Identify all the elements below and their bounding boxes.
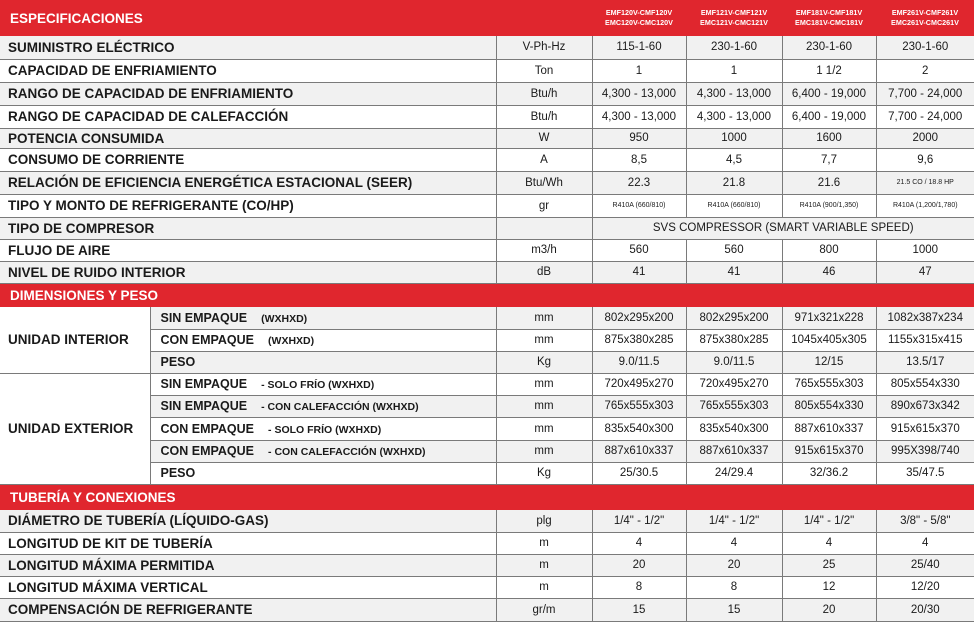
value-cell: 13.5/17 <box>876 351 974 373</box>
value-cell: R410A (660/810) <box>592 194 686 217</box>
value-cell: 1000 <box>876 239 974 261</box>
spec-row <box>0 128 974 148</box>
unit-cell: W <box>496 128 592 148</box>
value-cell: 12/15 <box>782 351 876 373</box>
model-code: EMC261V-CMC261V <box>891 18 959 27</box>
value-cell: 887x610x337 <box>686 440 782 462</box>
value-cell: 887x610x337 <box>592 440 686 462</box>
value-cell: 6,400 - 19,000 <box>782 105 876 128</box>
spec-row <box>0 82 974 105</box>
value-cell: 765x555x303 <box>782 373 876 395</box>
spec-row <box>0 148 974 171</box>
value-cell: R410A (1,200/1,780) <box>876 194 974 217</box>
value-cell: 7,700 - 24,000 <box>876 105 974 128</box>
value-cell: 21.8 <box>686 171 782 194</box>
dimension-main: CON EMPAQUE <box>160 444 255 458</box>
spec-row <box>0 239 974 261</box>
value-cell: 4,5 <box>686 148 782 171</box>
unit-cell: mm <box>496 440 592 462</box>
value-cell: 1 1/2 <box>782 59 876 82</box>
unit-cell: Kg <box>496 351 592 373</box>
unit-cell: Ton <box>496 59 592 82</box>
value-cell: 1600 <box>782 128 876 148</box>
value-cell: 20 <box>686 554 782 576</box>
value-cell: 950 <box>592 128 686 148</box>
header-row <box>0 0 974 36</box>
unit-cell: mm <box>496 395 592 417</box>
dimension-main: SIN EMPAQUE <box>160 310 248 325</box>
unit-cell: gr/m <box>496 598 592 621</box>
value-cell: 24/29.4 <box>686 462 782 484</box>
unit-cell: plg <box>496 510 592 532</box>
piping-row <box>0 532 974 554</box>
value-cell: 4 <box>876 532 974 554</box>
value-cell: 230-1-60 <box>876 36 974 59</box>
spec-row <box>0 36 974 59</box>
value-cell: 3/8" - 5/8" <box>876 510 974 532</box>
value-cell: 230-1-60 <box>782 36 876 59</box>
dimension-label <box>150 395 496 417</box>
unit-cell: mm <box>496 329 592 351</box>
value-cell: 4,300 - 13,000 <box>592 105 686 128</box>
unit-cell: m3/h <box>496 239 592 261</box>
value-cell: 1/4" - 1/2" <box>592 510 686 532</box>
spec-label: NIVEL DE RUIDO INTERIOR <box>0 261 496 283</box>
dimension-row <box>0 307 974 329</box>
value-cell: 35/47.5 <box>876 462 974 484</box>
model-code: EMF181V-CMF181V <box>795 8 863 17</box>
value-cell: 20 <box>592 554 686 576</box>
value-cell: 25/30.5 <box>592 462 686 484</box>
value-cell: 560 <box>592 239 686 261</box>
piping-label: DIÁMETRO DE TUBERÍA (LÍQUIDO-GAS) <box>0 510 496 532</box>
value-cell: 41 <box>592 261 686 283</box>
value-cell: 115-1-60 <box>592 36 686 59</box>
value-cell: 47 <box>876 261 974 283</box>
value-cell: 2000 <box>876 128 974 148</box>
dimension-main: PESO <box>160 466 196 480</box>
spec-label: RANGO DE CAPACIDAD DE CALEFACCIÓN <box>0 105 496 128</box>
piping-label: COMPENSACIÓN DE REFRIGERANTE <box>0 598 496 621</box>
unit-cell: m <box>496 554 592 576</box>
value-cell: 971x321x228 <box>782 307 876 329</box>
unit-cell: m <box>496 532 592 554</box>
value-cell: 890x673x342 <box>876 395 974 417</box>
dimension-label <box>150 462 496 484</box>
value-cell: 20 <box>782 598 876 621</box>
value-cell: 8 <box>592 576 686 598</box>
model-header <box>876 0 974 36</box>
dimension-detail: - CON CALEFACCIÓN (WXHXD) <box>261 401 419 413</box>
spec-label: SUMINISTRO ELÉCTRICO <box>0 36 496 59</box>
spec-row <box>0 59 974 82</box>
model-code: EMC121V-CMC121V <box>700 18 768 27</box>
dimension-main: CON EMPAQUE <box>160 333 255 347</box>
piping-row <box>0 598 974 621</box>
piping-label: LONGITUD MÁXIMA VERTICAL <box>0 576 496 598</box>
section-title: TUBERÍA Y CONEXIONES <box>0 484 974 510</box>
value-cell: 6,400 - 19,000 <box>782 82 876 105</box>
value-cell: 25 <box>782 554 876 576</box>
value-cell: 835x540x300 <box>686 417 782 440</box>
dimension-label <box>150 329 496 351</box>
spec-label: CONSUMO DE CORRIENTE <box>0 148 496 171</box>
value-cell: 4,300 - 13,000 <box>686 82 782 105</box>
model-header <box>686 0 782 36</box>
value-cell: 765x555x303 <box>592 395 686 417</box>
spec-label: CAPACIDAD DE ENFRIAMIENTO <box>0 59 496 82</box>
dimension-main: SIN EMPAQUE <box>160 399 248 413</box>
value-cell: 1/4" - 1/2" <box>686 510 782 532</box>
value-cell: 887x610x337 <box>782 417 876 440</box>
unit-cell: Btu/h <box>496 82 592 105</box>
dimension-main: CON EMPAQUE <box>160 421 255 436</box>
value-cell: 8 <box>686 576 782 598</box>
spec-row <box>0 217 974 239</box>
value-cell: 1 <box>686 59 782 82</box>
piping-row <box>0 510 974 532</box>
value-cell: 1082x387x234 <box>876 307 974 329</box>
value-cell: 560 <box>686 239 782 261</box>
value-cell: 720x495x270 <box>686 373 782 395</box>
dimension-detail: (WXHXD) <box>268 335 315 347</box>
value-cell: 21.6 <box>782 171 876 194</box>
value-cell: 4,300 - 13,000 <box>686 105 782 128</box>
dimension-detail: (WXHXD) <box>261 312 308 325</box>
unit-cell: Btu/Wh <box>496 171 592 194</box>
value-cell: 915x615x370 <box>876 417 974 440</box>
dimension-detail: - SOLO FRÍO (WXHXD) <box>261 379 375 391</box>
value-cell: 875x380x285 <box>592 329 686 351</box>
spec-row <box>0 105 974 128</box>
value-cell: R410A (660/810) <box>686 194 782 217</box>
unit-cell: mm <box>496 373 592 395</box>
piping-label: LONGITUD MÁXIMA PERMITIDA <box>0 554 496 576</box>
dimension-row <box>0 373 974 395</box>
value-cell: 1 <box>592 59 686 82</box>
value-cell: 46 <box>782 261 876 283</box>
model-header <box>782 0 876 36</box>
value-cell: 805x554x330 <box>782 395 876 417</box>
spec-label: TIPO DE COMPRESOR <box>0 217 496 239</box>
dimension-label <box>150 417 496 440</box>
unit-cell: Btu/h <box>496 105 592 128</box>
spec-label: TIPO Y MONTO DE REFRIGERANTE (CO/HP) <box>0 194 496 217</box>
value-cell: 9.0/11.5 <box>592 351 686 373</box>
piping-label: LONGITUD DE KIT DE TUBERÍA <box>0 532 496 554</box>
model-header <box>592 0 686 36</box>
unit-cell: mm <box>496 307 592 329</box>
value-cell: 1000 <box>686 128 782 148</box>
value-cell: 4,300 - 13,000 <box>592 82 686 105</box>
section-title: ESPECIFICACIONES <box>0 0 592 36</box>
spec-label: POTENCIA CONSUMIDA <box>0 128 496 148</box>
value-cell: 765x555x303 <box>686 395 782 417</box>
unit-cell: Kg <box>496 462 592 484</box>
value-cell: 805x554x330 <box>876 373 974 395</box>
value-cell: 32/36.2 <box>782 462 876 484</box>
compressor-value: SVS COMPRESSOR (SMART VARIABLE SPEED) <box>592 217 974 239</box>
spec-label: RANGO DE CAPACIDAD DE ENFRIAMIENTO <box>0 82 496 105</box>
value-cell: 7,7 <box>782 148 876 171</box>
value-cell: 25/40 <box>876 554 974 576</box>
value-cell: 2 <box>876 59 974 82</box>
dimension-detail: - CON CALEFACCIÓN (WXHXD) <box>268 446 426 458</box>
dimension-label <box>150 440 496 462</box>
dimension-main: PESO <box>160 355 196 369</box>
group-label: UNIDAD INTERIOR <box>0 307 150 373</box>
section-header <box>0 484 974 510</box>
group-label: UNIDAD EXTERIOR <box>0 373 150 484</box>
unit-cell: dB <box>496 261 592 283</box>
unit-cell: A <box>496 148 592 171</box>
spec-row <box>0 171 974 194</box>
value-cell: 4 <box>782 532 876 554</box>
value-cell: R410A (900/1,350) <box>782 194 876 217</box>
value-cell: 4 <box>592 532 686 554</box>
unit-cell: mm <box>496 417 592 440</box>
value-cell: 8,5 <box>592 148 686 171</box>
spec-label: FLUJO DE AIRE <box>0 239 496 261</box>
unit-cell <box>496 217 592 239</box>
value-cell: 835x540x300 <box>592 417 686 440</box>
spec-label: RELACIÓN DE EFICIENCIA ENERGÉTICA ESTACIONAL (SEER) <box>0 171 496 194</box>
model-code: EMF261V-CMF261V <box>891 8 959 17</box>
section-title: DIMENSIONES Y PESO <box>0 283 974 307</box>
unit-cell: gr <box>496 194 592 217</box>
value-cell: 995X398/740 <box>876 440 974 462</box>
value-cell: 1/4" - 1/2" <box>782 510 876 532</box>
value-cell: 875x380x285 <box>686 329 782 351</box>
piping-row <box>0 576 974 598</box>
value-cell: 1155x315x415 <box>876 329 974 351</box>
value-cell: 4 <box>686 532 782 554</box>
model-code: EMF120V-CMF120V <box>605 8 673 17</box>
value-cell: 12/20 <box>876 576 974 598</box>
value-cell: 7,700 - 24,000 <box>876 82 974 105</box>
section-header <box>0 283 974 307</box>
dimension-label <box>150 351 496 373</box>
dimension-label <box>150 373 496 395</box>
spec-row <box>0 194 974 217</box>
piping-row <box>0 554 974 576</box>
value-cell: 230-1-60 <box>686 36 782 59</box>
value-cell: 800 <box>782 239 876 261</box>
value-cell: 9.0/11.5 <box>686 351 782 373</box>
value-cell: 9,6 <box>876 148 974 171</box>
value-cell: 41 <box>686 261 782 283</box>
value-cell: 12 <box>782 576 876 598</box>
spec-row <box>0 261 974 283</box>
value-cell: 21.5 CO / 18.8 HP <box>876 171 974 194</box>
value-cell: 22.3 <box>592 171 686 194</box>
value-cell: 15 <box>592 598 686 621</box>
dimension-main: SIN EMPAQUE <box>160 377 248 391</box>
value-cell: 1045x405x305 <box>782 329 876 351</box>
model-code: EMC181V-CMC181V <box>795 18 863 27</box>
value-cell: 720x495x270 <box>592 373 686 395</box>
value-cell: 20/30 <box>876 598 974 621</box>
unit-cell: V-Ph-Hz <box>496 36 592 59</box>
dimension-detail: - SOLO FRÍO (WXHXD) <box>268 423 382 436</box>
value-cell: 15 <box>686 598 782 621</box>
model-code: EMF121V-CMF121V <box>700 8 768 17</box>
unit-cell: m <box>496 576 592 598</box>
value-cell: 802x295x200 <box>686 307 782 329</box>
value-cell: 802x295x200 <box>592 307 686 329</box>
dimension-label <box>150 307 496 329</box>
value-cell: 915x615x370 <box>782 440 876 462</box>
model-code: EMC120V-CMC120V <box>605 18 673 27</box>
